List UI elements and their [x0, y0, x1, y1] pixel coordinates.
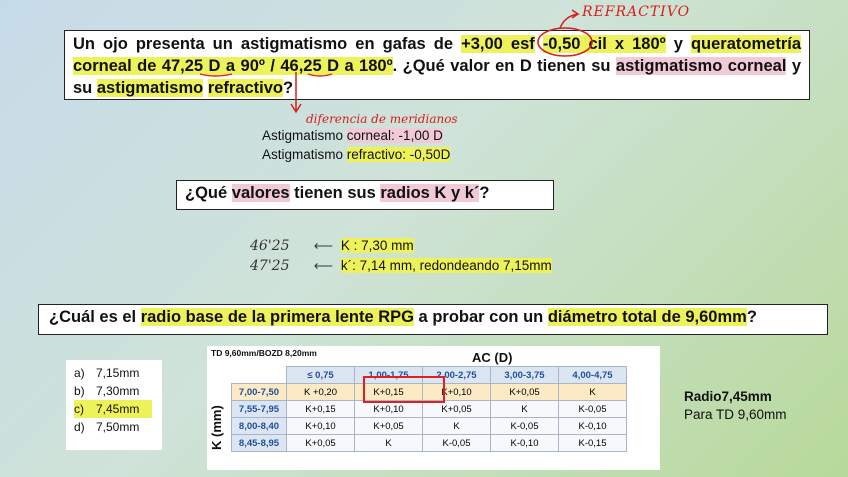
table-cell: K: [355, 435, 423, 452]
arrow-icon: ⟵: [313, 258, 334, 273]
table-cell: K+0,05: [287, 435, 355, 452]
table-cell: K-0,05: [491, 418, 559, 435]
table-cell: K-0,05: [559, 401, 627, 418]
selected-cell-highlight: [363, 376, 445, 403]
table-cell: K-0,10: [491, 435, 559, 452]
table-cell: K-0,10: [559, 418, 627, 435]
option-d: d) 7,50mm: [74, 420, 140, 434]
result: [684, 388, 787, 424]
diferencia-arrow: [291, 72, 301, 112]
table-row: [232, 418, 627, 435]
row-header: 7,00-7,50: [232, 384, 287, 401]
table-row: [232, 401, 627, 418]
result-radio: Radio7,45mm: [684, 389, 772, 404]
refractivo-annotation: REFRACTIVO: [582, 4, 691, 20]
corner-cell: [232, 367, 287, 384]
refractivo-arrow: [560, 10, 578, 28]
row-header: 8,45-8,95: [232, 435, 287, 452]
table-cell: K-0,05: [423, 435, 491, 452]
column-header: 1,00-1,75: [355, 367, 423, 384]
k-values: [250, 236, 552, 276]
column-header: 2,00-2,75: [423, 367, 491, 384]
answer-options: [66, 360, 162, 450]
table-cell: K+0,15: [355, 384, 423, 401]
row-header: 8,00-8,40: [232, 418, 287, 435]
handwritten-46: 46'25: [250, 238, 290, 254]
k-axis-label: K (mm): [209, 405, 224, 450]
rpg-fitting-table: [207, 346, 660, 470]
question-1-box: Un ojo presenta un astigmatismo en gafas de +3,00 esf -0,50 cil x 180º y queratometría corneal de 47,25 D a 90º / 46,25 D a 180º. ¿Qué valor en D tienen su astigmatismo corneal y su astigmatismo refractivo?: [64, 30, 810, 100]
table-cell: K-0,15: [559, 435, 627, 452]
table-cell: K+0,15: [287, 401, 355, 418]
column-header: ≤ 0,75: [287, 367, 355, 384]
ac-label: AC (D): [472, 350, 513, 365]
option-a: a) 7,15mm: [74, 366, 140, 380]
diferencia-annotation: diferencia de meridianos: [306, 112, 458, 126]
k-row-2: 47'25 ⟵ k´: 7,14 mm, redondeando 7,15mm: [250, 258, 552, 274]
table-cell: K: [491, 401, 559, 418]
row-header: 7,55-7,95: [232, 401, 287, 418]
handwritten-47: 47'25: [250, 258, 290, 274]
arrow-icon: ⟵: [313, 238, 334, 253]
table-cell: K+0,10: [287, 418, 355, 435]
question-2-box: ¿Qué valores tienen sus radios K y k´?: [176, 180, 554, 210]
table-header-note: TD 9,60mm/BOZD 8,20mm: [211, 348, 317, 358]
option-c: c) 7,45mm: [74, 400, 152, 418]
question-3-box: ¿Cuál es el radio base de la primera lente RPG a probar con un diámetro total de 9,60mm?: [38, 304, 828, 335]
underline-47: [200, 74, 232, 76]
table-cell: K: [559, 384, 627, 401]
table-cell: K+0,05: [355, 418, 423, 435]
table-cell: K: [423, 418, 491, 435]
table-cell: K+0,05: [491, 384, 559, 401]
option-b: b) 7,30mm: [74, 384, 140, 398]
table-cell: K +0,20: [287, 384, 355, 401]
table-row: [232, 435, 627, 452]
corneal-line: Astigmatismo corneal: -1,00 D: [262, 128, 443, 143]
cil-circle: [538, 28, 592, 56]
column-header: 4,00-4,75: [559, 367, 627, 384]
underline-46: [308, 74, 332, 76]
refractivo-line: Astigmatismo refractivo: -0,50D: [262, 147, 451, 162]
column-header: 3,00-3,75: [491, 367, 559, 384]
answer-1: [262, 126, 450, 164]
table-cell: K+0,10: [355, 401, 423, 418]
result-td: Para TD 9,60mm: [684, 407, 787, 422]
table-cell: K+0,05: [423, 401, 491, 418]
table-cell: K+0,10: [423, 384, 491, 401]
k-row-1: 46'25 ⟵ K : 7,30 mm: [250, 238, 414, 254]
